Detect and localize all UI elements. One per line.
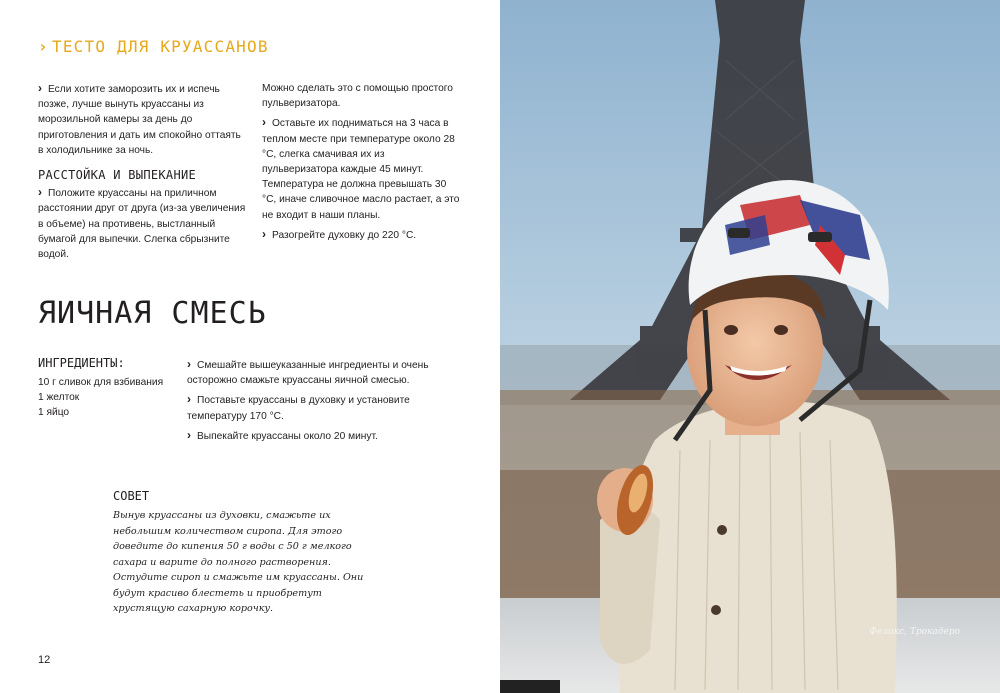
list-item: 10 г сливок для взбивания [38, 377, 164, 388]
list-item: › Поставьте круассаны в духовку и установите температуру 170 °С. [187, 392, 410, 422]
tip-title: СОВЕТ [113, 489, 150, 503]
paragraph: › Если хотите заморозить их и испечь позже, лучше вынуть круассаны из морозильной камеры за день до приготовления и дать им спокойно оттаять в холодильнике за ночь. [38, 81, 241, 156]
subheading: РАССТОЙКА И ВЫПЕКАНИЕ [38, 168, 197, 183]
paragraph: › Положите круассаны на приличном расстоянии друг от друга (из-за увеличения в объеме) на противень, выстланный бумагой для выпечки. Слегка сбрызните водой. [38, 185, 246, 261]
tip-body: Вынув круассаны из духовки, смажьте их небольшим количеством сиропа. Для этого доведите до кипения 50 г воды с 50 г мелкого сахара и варите до полного растворения. Остудите сироп и смажьте им круассаны. Они будут красиво блестеть и приобретут хрустящую сахарную корочку. [113, 510, 364, 614]
egg-mix-title: ЯИЧНАЯ СМЕСЬ [38, 296, 267, 331]
chevron-right-icon: › [187, 357, 191, 371]
chevron-right-icon: › [187, 392, 191, 407]
chevron-right-icon: › [38, 81, 42, 95]
list-item: 1 желток [38, 392, 80, 403]
paragraph: › Разогрейте духовку до 220 °С. [262, 226, 417, 241]
photo-caption: Феликс, Трокадеро [869, 627, 960, 637]
chevron-right-icon: › [38, 185, 42, 200]
right-column [262, 81, 462, 247]
chevron-right-icon: › [262, 115, 266, 130]
chevron-right-icon: › [187, 427, 191, 442]
photo-illustration [500, 0, 1000, 693]
list-item: 1 яйцо [38, 407, 70, 418]
photo [500, 0, 1000, 693]
left-column [38, 81, 248, 266]
paragraph: › Оставьте их подниматься на 3 часа в теплом месте при температуре около 28 °С, слегка смачивая их из пульверизатора каждые 45 минут. Температура не должна превышать 30 °С, иначе сливочное масло растает, а это не входит в наши планы. [262, 115, 460, 221]
egg-steps [187, 357, 457, 448]
paragraph: Можно сделать это с помощью простого пульверизатора. [262, 83, 453, 110]
ingredients-title: ИНГРЕДИЕНТЫ: [38, 356, 125, 370]
list-item: › Выпекайте круассаны около 20 минут. [187, 427, 378, 442]
section-title: › ТЕСТО ДЛЯ КРУАССАНОВ [38, 37, 269, 56]
page-number: 12 [38, 654, 51, 666]
list-item: › Смешайте вышеуказанные ингредиенты и очень осторожно смажьте круассаны яичной смесью. [187, 357, 429, 387]
ingredients-list [38, 375, 163, 420]
chevron-right-icon: › [38, 37, 49, 56]
chevron-right-icon: › [262, 226, 266, 241]
